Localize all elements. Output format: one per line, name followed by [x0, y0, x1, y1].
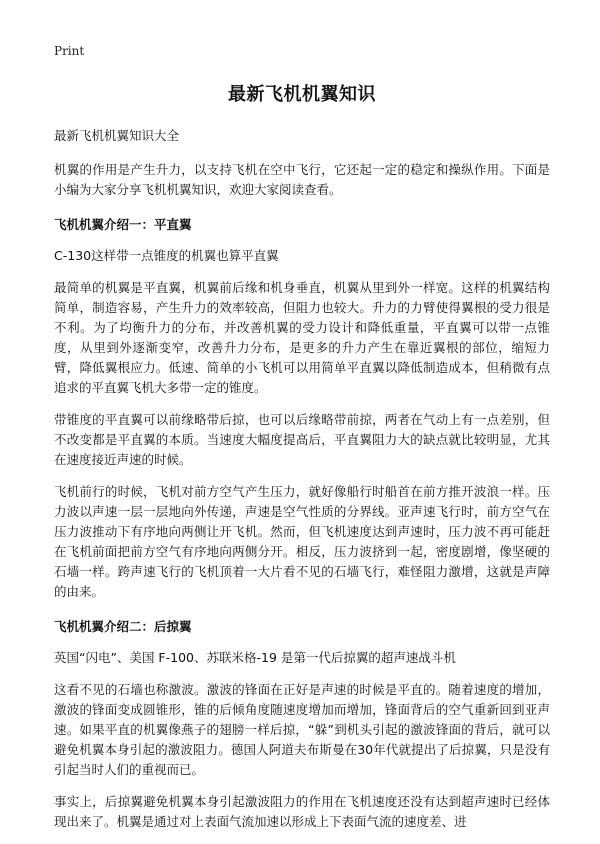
section-heading-swept-wing: 飞机机翼介绍二：后掠翼	[54, 619, 192, 634]
document-subtitle: 最新飞机机翼知识大全	[54, 128, 180, 143]
section-caption-straight-wing: C-130这样带一点锥度的机翼也算平直翼	[54, 248, 279, 263]
print-label: Print	[54, 44, 85, 58]
section-caption-swept-wing: 英国“闪电”、美国 F-100、苏联米格-19 是第一代后掠翼的超声速战斗机	[54, 650, 456, 665]
body-paragraph: 飞机前行的时候，飞机对前方空气产生压力，就好像船行时船首在前方推开波浪一样。压力波以声速一层一层地向外传递，声速是空气性质的分界线。亚声速飞行时，前方空气在压力波推动下有序地向两侧让开飞机。然而，但飞机速度达到声速时，压力波不再可能赶在飞机前面把前方空气有序地向两侧分开。相反，压力波挤到一起，密度剧增，像坚硬的石墙一样。跨声速飞行的飞机顶着一大片看不见的石墙飞行，难怪阻力激增，这就是声障的由来。	[54, 484, 550, 599]
page-title: 最新飞机机翼知识	[228, 84, 376, 105]
section-heading-straight-wing: 飞机机翼介绍一：平直翼	[54, 217, 192, 232]
intro-paragraph: 机翼的作用是产生升力，以支持飞机在空中飞行，它还起一定的稳定和操纵作用。下面是小编为大家分享飞机机翼知识，欢迎大家阅读查看。	[54, 162, 550, 197]
body-paragraph: 这看不见的石墙也称激波。激波的锋面在正好是声速的时候是平直的。随着速度的增加，激波的锋面变成圆锥形，锥的后倾角度随速度增加而增加，锋面背后的空气重新回到亚声速。如果平直的机翼像燕子的翅膀一样后掠，“躲”到机头引起的激波锋面的背后，就可以避免机翼本身引起的激波阻力。德国人阿道夫布斯曼在30年代就提出了后掠翼，只是没有引起当时人们的重视而已。	[54, 682, 550, 777]
body-paragraph: 带锥度的平直翼可以前缘略带后掠，也可以后缘略带前掠，两者在气动上有一点差别，但不改变都是平直翼的本质。当速度大幅度提高后，平直翼阻力大的缺点就比较明显，尤其在速度接近声速的时候。	[54, 412, 550, 467]
document-page	[54, 44, 550, 844]
body-paragraph: 事实上，后掠翼避免机翼本身引起激波阻力的作用在飞机速度还没有达到超声速时已经体现出来了。机翼是通过对上表面气流加速以形成上下表面气流的速度差、进	[54, 794, 550, 829]
body-paragraph: 最简单的机翼是平直翼，机翼前后缘和机身垂直，机翼从里到外一样宽。这样的机翼结构简单，制造容易，产生升力的效率较高，但阻力也较大。升力的力臂使得翼根的受力很是不利。为了均衡升力的分布，并改善机翼的受力设计和降低重量，平直翼可以带一点锥度，从里到外逐渐变窄，改善升力分布，是更多的升力产生在靠近翼根的部位，缩短力臂，降低翼根应力。低速、简单的小飞机可以用简单平直翼以降低制造成本，但稍微有点追求的平直翼飞机大多带一定的锥度。	[54, 280, 550, 395]
